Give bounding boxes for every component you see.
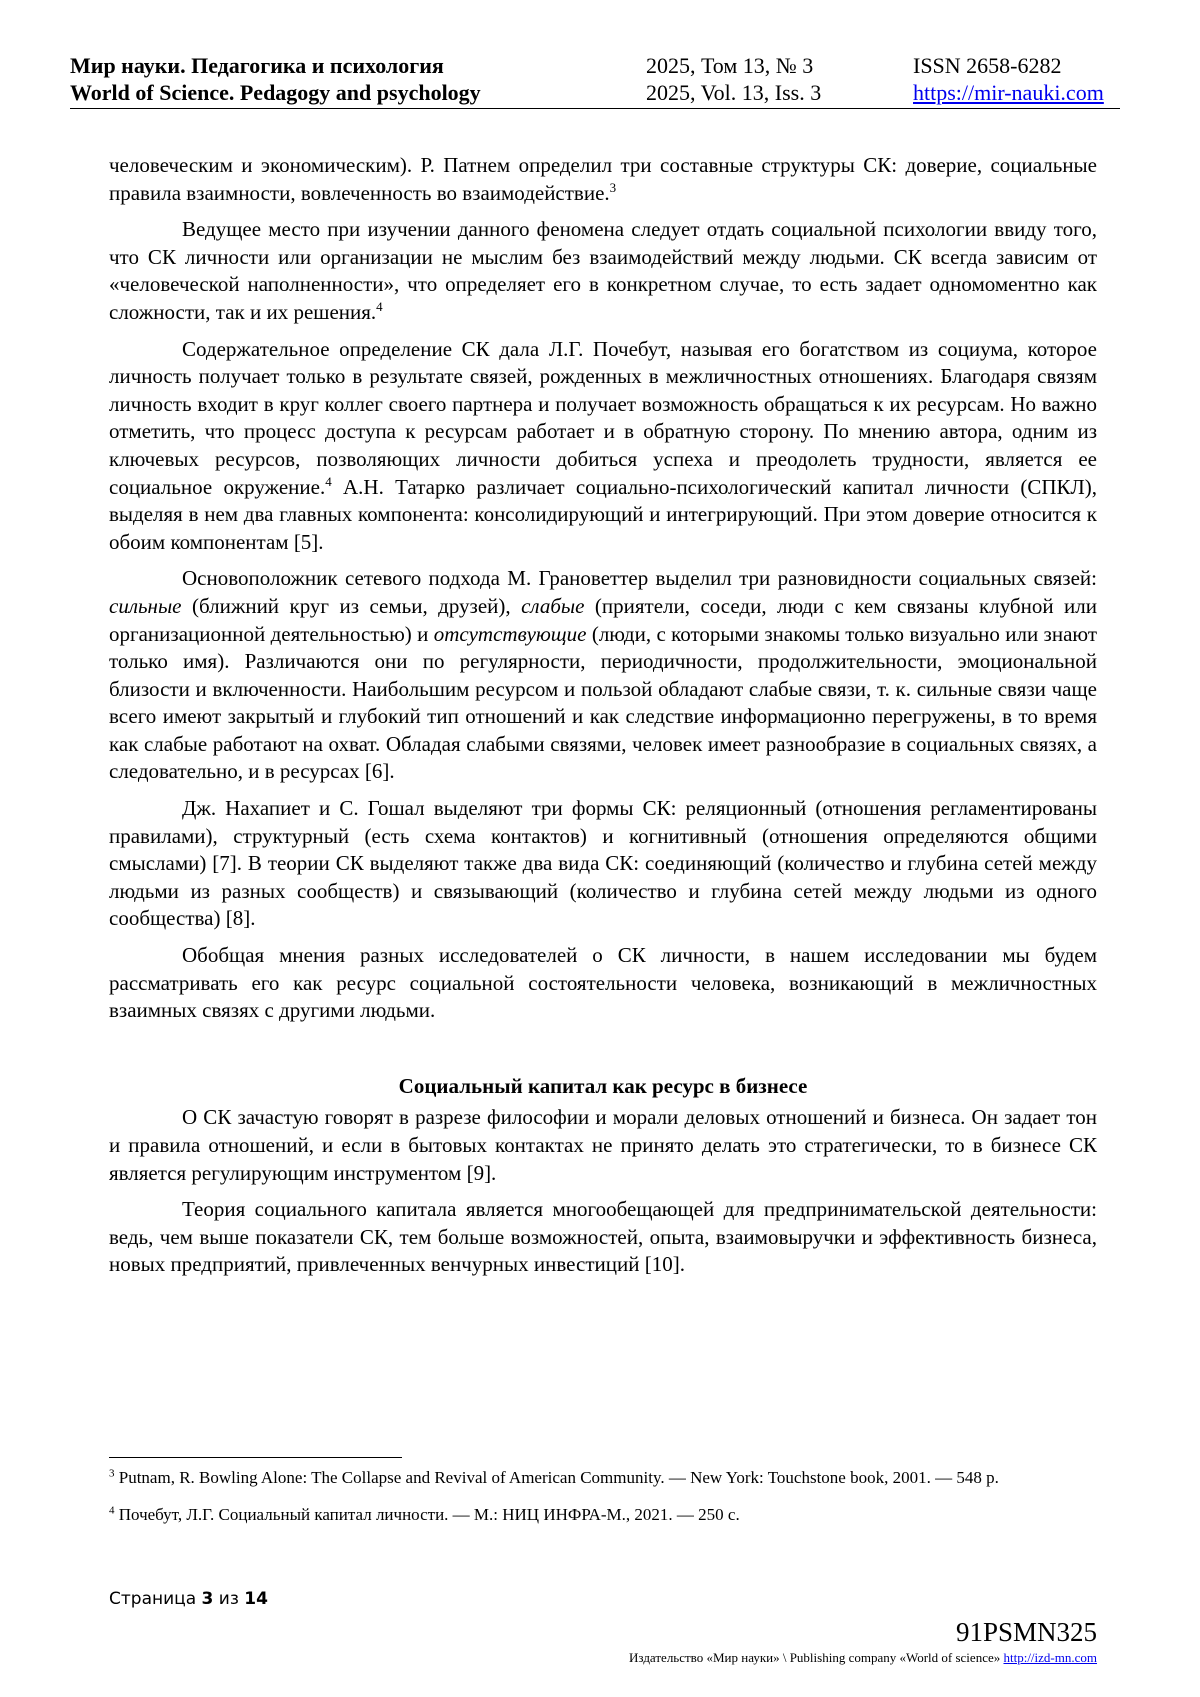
paragraph-6: Обобщая мнения разных исследователей о СК личности, в нашем исследовании мы будем рассматривать его как ресурс социальной состоятельности человека, возникающий в межличностных взаимных связях с другими людьми.	[109, 943, 1097, 1023]
paragraph-4: Основоположник сетевого подхода М. Грановеттер выделил три разновидности социальных связей: сильные (ближний круг из семьи, друзей), слабые (приятели, соседи, люди с кем связаны клубной или организационной деятельностью) и отсутствующие (люди, с которыми знакомы только визуально или знают только имя). Различаются они по регулярности, периодичности, продолжительности, эмоциональной близости и включенности. Наибольшим ресурсом и пользой обладают слабые связи, т. к. сильные связи чаще всего имеют закрытый и глубокий тип отношений и как следствие информационно перегружены, в то время как слабые работают на охват. Обладая слабыми связями, человек имеет разнообразие в социальных связях, а следовательно, и в ресурсах [6].	[109, 566, 1097, 784]
issn-block	[913, 52, 1104, 106]
publisher-link[interactable]: http://izd-mn.com	[1003, 1650, 1097, 1665]
paragraph-7: О СК зачастую говорят в разрезе философии и морали деловых отношений и бизнеса. Он задает тон и правила отношений, и если в бытовых контактах не принято делать это стратегически, то в бизнесе СК является регулирующим инструментом [9].	[109, 1105, 1097, 1185]
term-weak: слабые	[521, 593, 585, 618]
footnote-4: $^4$ Почебут, Л.Г. Социальный капитал личности. — М.: НИЦ ИНФРА-М., 2021. — 250 с.	[109, 1504, 740, 1524]
footnote-3: $^3$ Putnam, R. Bowling Alone: The Collapse and Revival of American Community. — New York: Touchstone book, 2001. — 548 p.	[109, 1467, 999, 1487]
journal-url-link[interactable]: https://mir-nauki.com	[913, 80, 1104, 105]
page-number: Страница 3 из 14	[109, 1589, 268, 1609]
publisher-line: Издательство «Мир науки» \ Publishing company «World of science» http://izd-mn.com	[629, 1650, 1097, 1665]
section-heading: Социальный капитал как ресурс в бизнесе	[398, 1073, 808, 1098]
footnotes	[109, 1466, 1097, 1540]
paragraph-1: человеческим и экономическим). Р. Патнем определил три составные структуры СК: доверие, социальные правила взаимности, вовлеченность во взаимодействие.$^3$	[109, 153, 1097, 205]
paragraph-2: Ведущее место при изучении данного феномена следует отдать социальной психологии ввиду того, что СК личности или организации не мыслим без взаимодействий между людьми. СК всегда зависим от «человеческой наполненности», что определяет его в конкретном случае, то есть задает одномоментно как сложности, так и их решения.$^4$	[109, 217, 1097, 324]
issue-ru: 2025, Том 13, № 3	[646, 53, 814, 78]
journal-title-block	[70, 52, 481, 106]
issue-en: 2025, Vol. 13, Iss. 3	[646, 80, 822, 105]
article-code: 91PSMN325	[955, 1617, 1097, 1647]
issn: ISSN 2658-6282	[913, 53, 1062, 78]
footnote-divider	[109, 1457, 402, 1458]
journal-title-en: World of Science. Pedagogy and psychology	[70, 80, 481, 105]
term-absent: отсутствующие	[433, 621, 587, 646]
paragraph-5: Дж. Нахапиет и С. Гошал выделяют три формы СК: реляционный (отношения регламентированы правилами), структурный (есть схема контактов) и когнитивный (отношения определяются общими смыслами) [7]. В теории СК выделяют также два вида СК: соединяющий (количество и глубина сетей между людьми из разных сообществ) и связывающий (количество и глубина сетей между людьми из одного сообщества) [8].	[109, 796, 1097, 931]
footnote-ref-4b[interactable]: 4	[325, 473, 332, 489]
paragraph-3: Содержательное определение СК дала Л.Г. Почебут, называя его богатством из социума, которое личность получает только в результате связей, рожденных в межличностных отношениях. Благодаря связям личность входит в круг коллег своего партнера и получает возможность обращаться к их ресурсам. Но важно отметить, что процесс доступа к ресурсам работает и в обратную сторону. По мнению автора, одним из ключевых ресурсов, позволяющих личности добиться успеха и преодолеть трудности, является ее социальное окружение.$^4$ А.Н. Татарко различает социально-психологический капитал личности (СПКЛ), выделяя в нем два главных компонента: консолидирующий и интегрирующий. При этом доверие относится к обоим компонентам [5].	[109, 336, 1097, 554]
article-body	[109, 152, 1097, 1288]
term-strong: сильные	[109, 593, 182, 618]
journal-header	[70, 52, 1120, 109]
footnote-ref-4[interactable]: 4	[376, 298, 383, 314]
footnote-ref-3[interactable]: 3	[609, 179, 617, 195]
paragraph-8: Теория социального капитала является многообещающей для предпринимательской деятельности: ведь, чем выше показатели СК, тем больше возможностей, опыта, взаимовыручки и эффективность бизнеса, новых предприятий, привлеченных венчурных инвестиций [10].	[109, 1197, 1097, 1277]
journal-title-ru: Мир науки. Педагогика и психология	[70, 53, 444, 78]
issue-block	[646, 52, 821, 106]
